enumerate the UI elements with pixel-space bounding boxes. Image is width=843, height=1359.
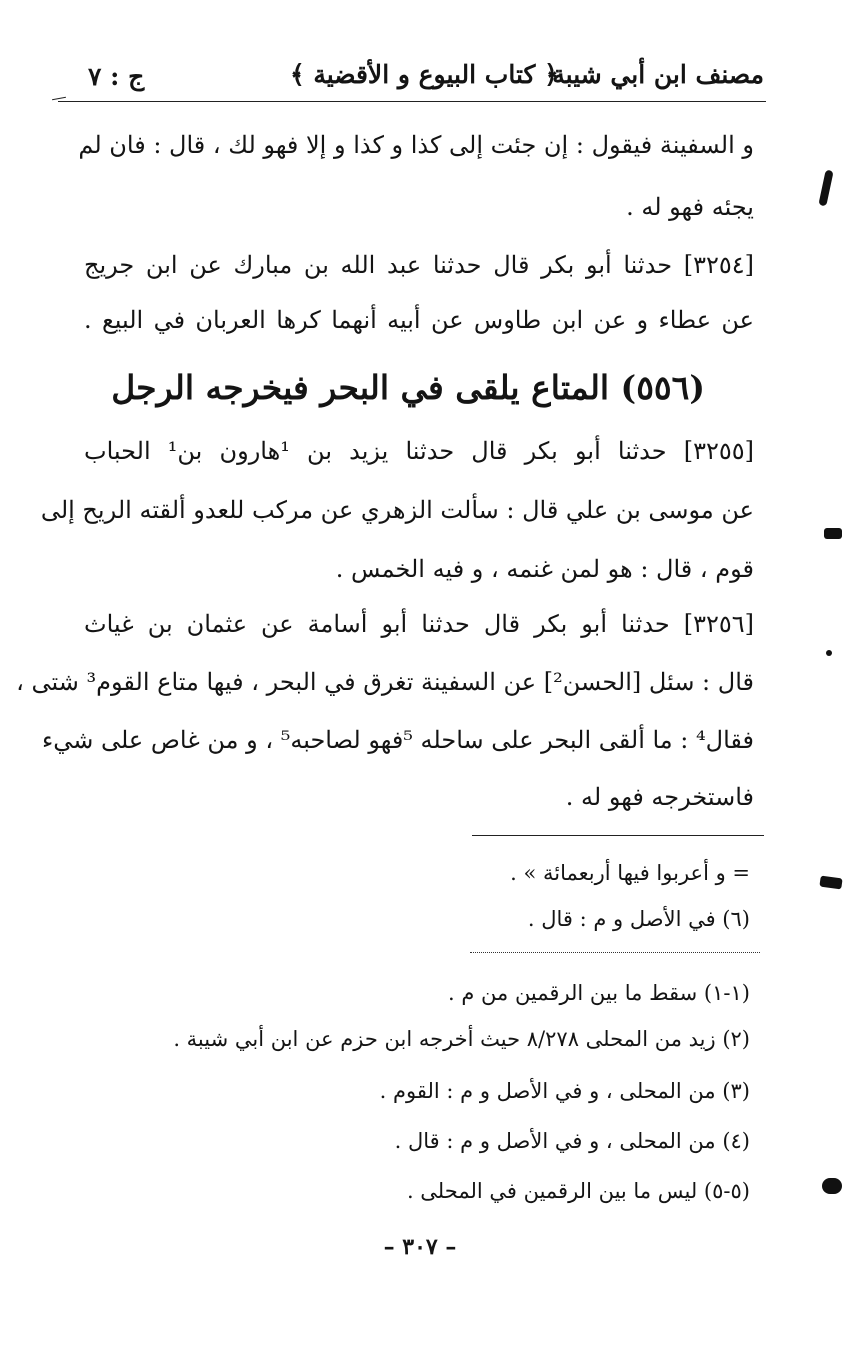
book-title: مصنف ابن أبي شيبة (552, 60, 764, 89)
hadith-3255-line-1: [٣٢٥٥] حدثنا أبو بكر قال حدثنا يزيد بن ¹هارون بن¹ الحباب (84, 437, 755, 465)
header-rule (58, 101, 766, 102)
footnote-continuation: = و أعربوا فيها أربعمائة » . (510, 861, 750, 885)
footnote-1: (١-١) سقط ما بين الرقمين من م . (448, 981, 750, 1005)
margin-blot-5 (822, 1178, 842, 1194)
footnote-6: (٦) في الأصل و م : قال . (527, 907, 750, 931)
hadith-3254-line-1: [٣٢٥٤] حدثنا أبو بكر قال حدثنا عبد الله بن مبارك عن ابن جريج (84, 251, 754, 279)
hadith-3254-line-2: عن عطاء و عن ابن طاوس عن أبيه أنهما كرها العربان في البيع . (84, 306, 754, 334)
footnote-separator (472, 835, 764, 836)
hadith-3256-line-4: فاستخرجه فهو له . (565, 783, 754, 811)
footnote-separator-wavy (470, 952, 760, 953)
footnote-4: (٤) من المحلى ، و في الأصل و م : قال . (394, 1129, 750, 1153)
hadith-3256-line-3: فقال⁴ : ما ألقى البحر على ساحله ⁵فهو لصاحبه⁵ ، و من غاص على شيء (41, 726, 754, 754)
margin-blot-3 (826, 650, 832, 656)
page-number: – ٣٠٧ – (383, 1234, 457, 1260)
footnote-2: (٢) زيد من المحلى ٨/٢٧٨ حيث أخرجه ابن حزم عن ابن أبي شيبة . (173, 1027, 750, 1051)
hadith-3255-line-3: قوم ، قال : هو لمن غنمه ، و فيه الخمس . (335, 555, 754, 583)
margin-blot-2 (824, 528, 842, 539)
chapter-title: ﴿ كتاب البيوع و الأقضية ﴾ (290, 60, 559, 89)
volume-label: ج : ٧ (88, 62, 145, 91)
margin-blot-4 (819, 876, 842, 890)
hadith-3255-line-2: عن موسى بن علي قال : سألت الزهري عن مركب للعدو ألقته الريح إلى (40, 496, 754, 524)
body-line-2: يجئه فهو له . (626, 193, 754, 221)
footnote-3: (٣) من المحلى ، و في الأصل و م : القوم . (379, 1079, 750, 1103)
hadith-3256-line-2: قال : سئل [الحسن²] عن السفينة تغرق في البحر ، فيها متاع القوم³ شتى ، (16, 668, 754, 696)
hadith-3256-line-1: [٣٢٥٦] حدثنا أبو بكر قال حدثنا أبو أسامة عن عثمان بن غياث (84, 610, 754, 638)
body-line-1: و السفينة فيقول : إن جئت إلى كذا و كذا و إلا فهو لك ، قال : فان لم (78, 131, 754, 159)
section-heading-556: (٥٥٦) المتاع يلقى في البحر فيخرجه الرجل (111, 368, 705, 407)
margin-blot-1 (818, 170, 833, 207)
header-tick-mark (52, 97, 66, 100)
footnote-5: (٥-٥) ليس ما بين الرقمين في المحلى . (406, 1179, 750, 1203)
